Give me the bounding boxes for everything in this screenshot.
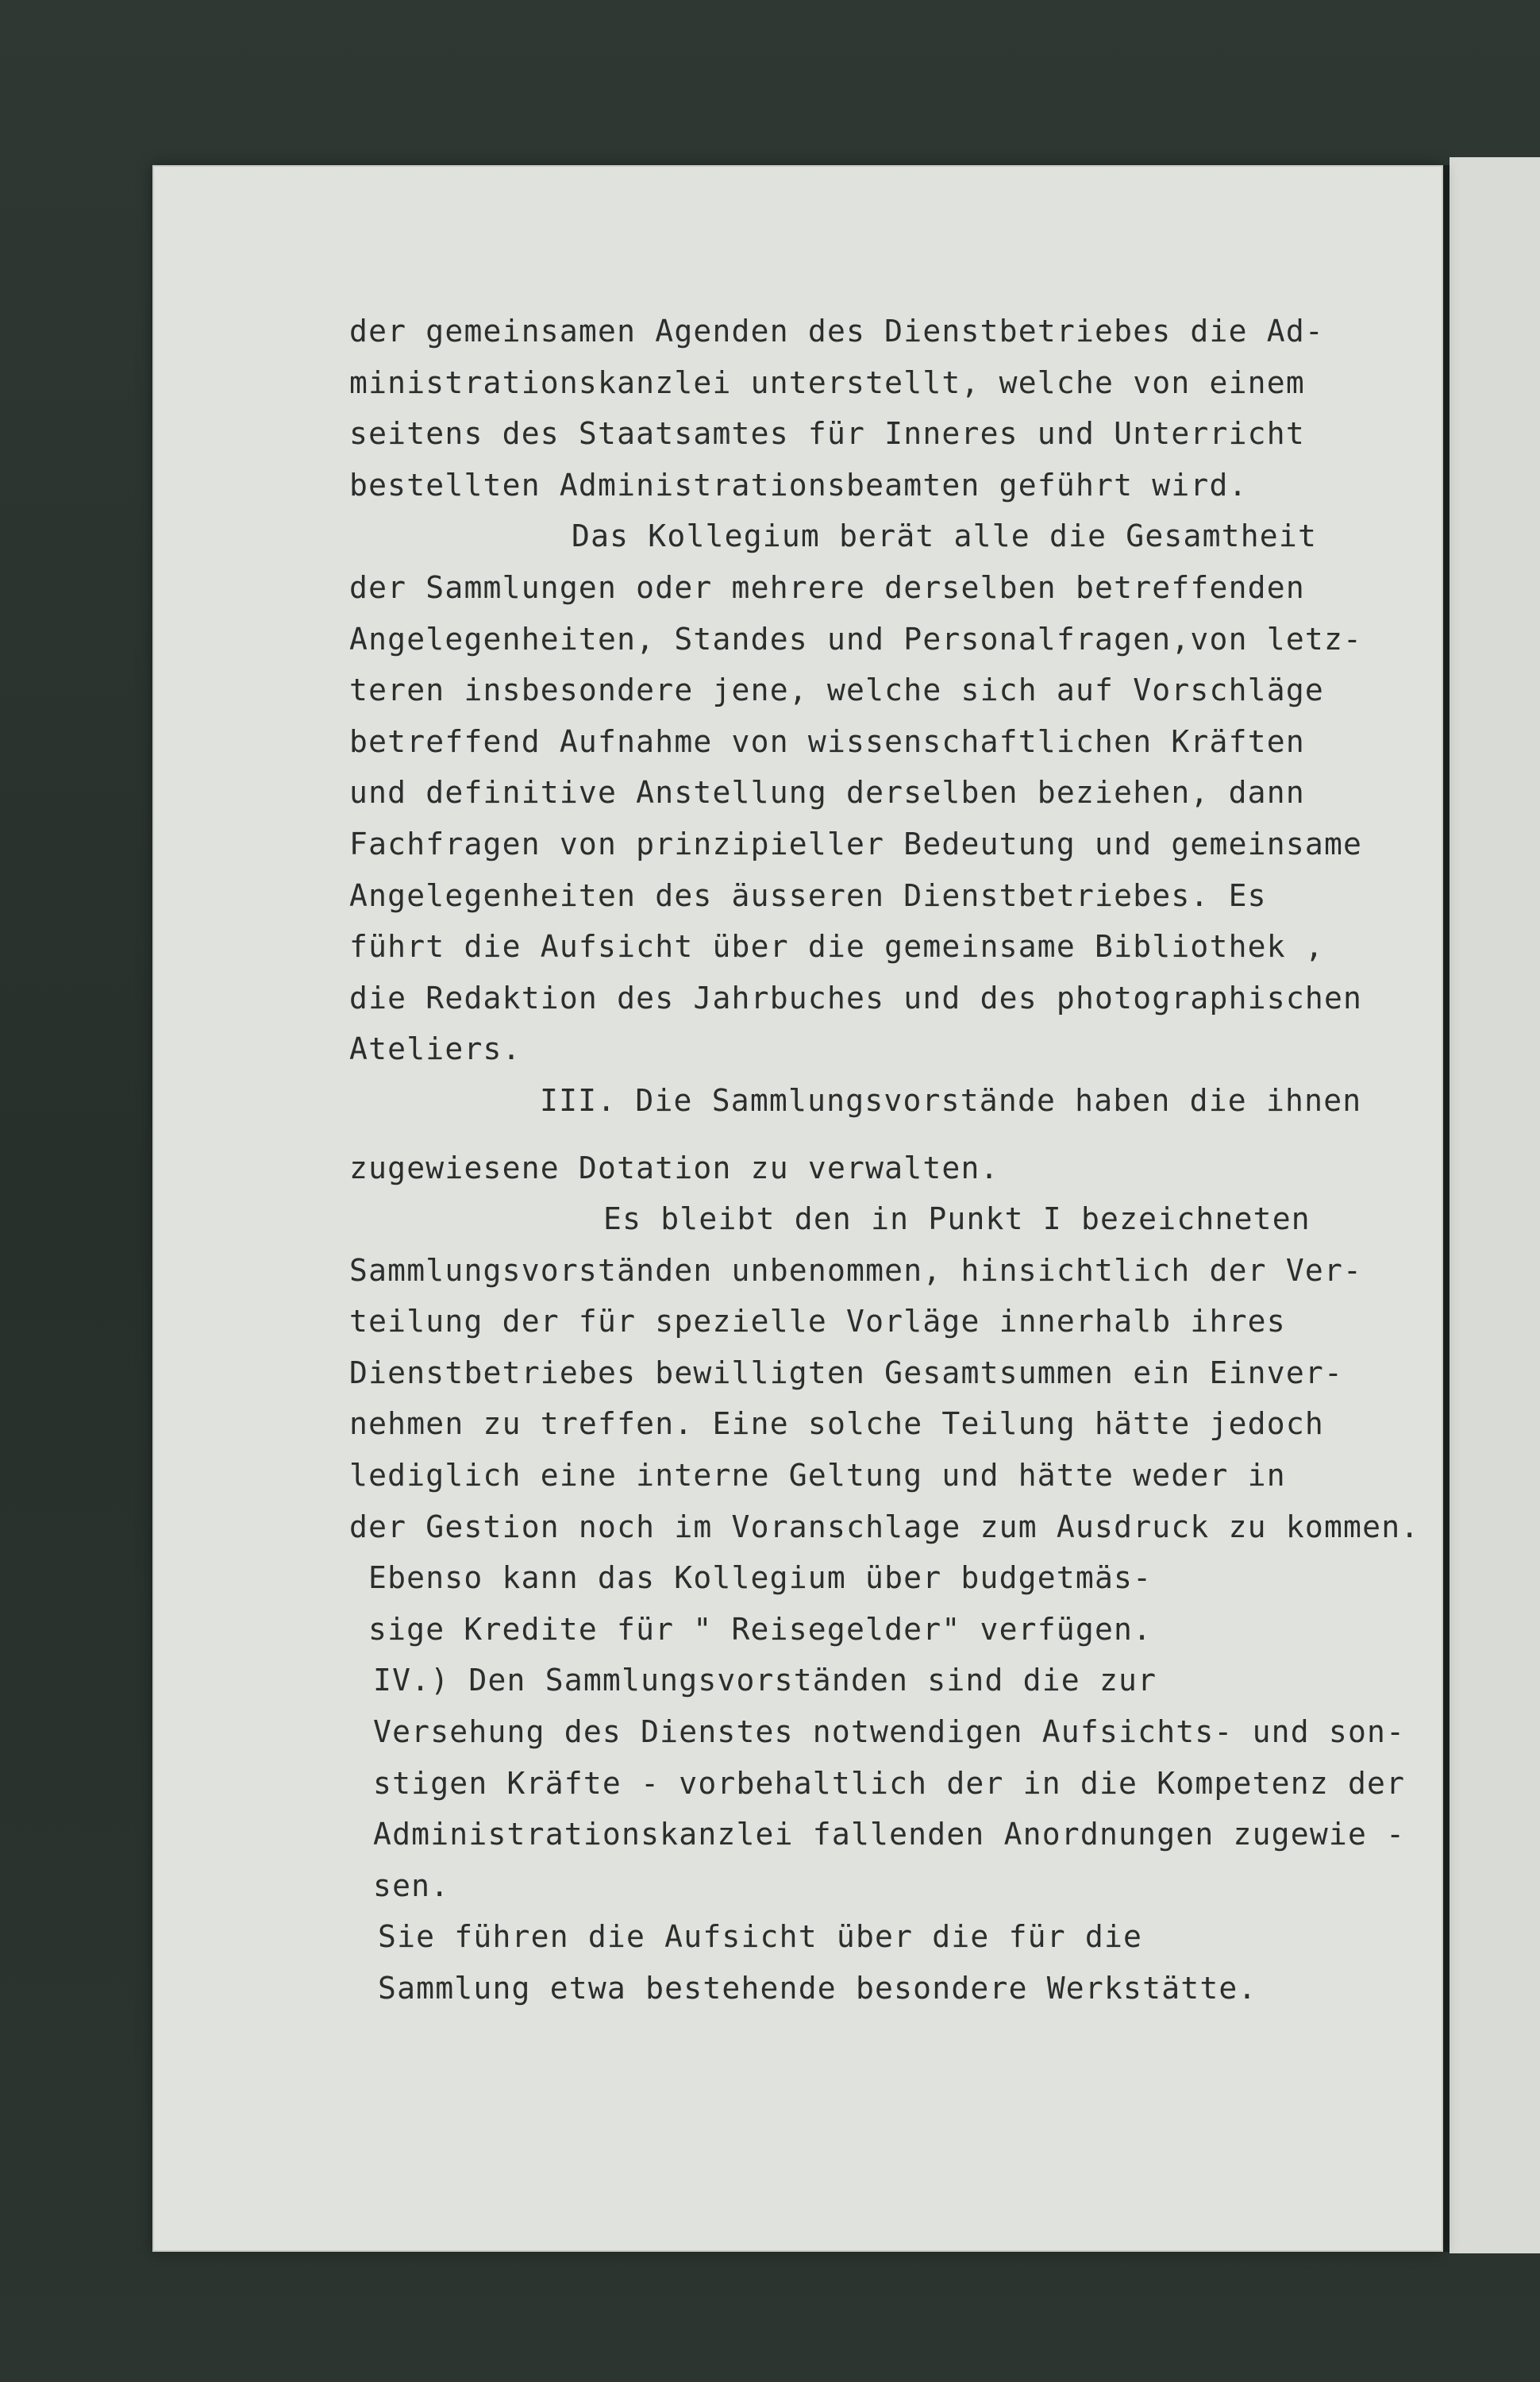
text-line: bestellten Administrationsbeamten geführt wird. — [349, 467, 1248, 503]
text-line: die Redaktion des Jahrbuches und des photographischen — [349, 980, 1363, 1016]
text-line: zugewiesene Dotation zu verwalten. — [349, 1150, 999, 1185]
text-line: III. Die Sammlungsvorstände haben die ihnen — [540, 1082, 1362, 1118]
text-line: seitens des Staatsamtes für Inneres und Unterricht — [349, 416, 1305, 452]
text-line: Es bleibt den in Punkt I bezeichneten — [603, 1201, 1311, 1237]
text-line: sen. — [373, 1867, 450, 1903]
text-line: Ebenso kann das Kollegium über budgetmäs- — [368, 1560, 1153, 1596]
text-line: Das Kollegium berät alle die Gesamtheit — [572, 518, 1318, 554]
text-line: ministrationskanzlei unterstellt, welche von einem — [349, 364, 1305, 400]
typewritten-text — [349, 306, 1437, 2014]
text-line: IV.) Den Sammlungsvorständen sind die zur — [373, 1663, 1157, 1698]
text-line: nehmen zu treffen. Eine solche Teilung hätte jedoch — [349, 1406, 1324, 1442]
page-gutter — [1443, 165, 1450, 2252]
text-line: Versehung des Dienstes notwendigen Aufsichts- und son- — [373, 1714, 1406, 1750]
text-line: Fachfragen von prinzipieller Bedeutung und gemeinsame — [349, 826, 1363, 861]
text-line: teren insbesondere jene, welche sich auf Vorschläge — [349, 673, 1324, 708]
text-line: der gemeinsamen Agenden des Dienstbetriebes die Ad- — [349, 314, 1324, 349]
spacer — [349, 1127, 1437, 1143]
text-line: führt die Aufsicht über die gemeinsame Bibliothek , — [349, 929, 1324, 965]
text-line: Angelegenheiten des äusseren Dienstbetriebes. Es — [349, 877, 1267, 913]
text-line: der Gestion noch im Voranschlage zum Ausdruck zu kommen. — [349, 1509, 1420, 1544]
next-page-edge — [1450, 157, 1540, 2253]
text-line: betreffend Aufnahme von wissenschaftlichen Kräften — [349, 723, 1305, 759]
text-line: lediglich eine interne Geltung und hätte weder in — [349, 1458, 1286, 1494]
text-line: der Sammlungen oder mehrere derselben betreffenden — [349, 569, 1305, 605]
text-line: stigen Kräfte - vorbehaltlich der in die Kompetenz der — [373, 1765, 1406, 1801]
text-line: und definitive Anstellung derselben beziehen, dann — [349, 775, 1305, 811]
text-line: Sammlung etwa bestehende besondere Werkstätte. — [378, 1971, 1257, 2006]
text-line: teilung der für spezielle Vorläge innerhalb ihres — [349, 1304, 1286, 1339]
text-line: sige Kredite für " Reisegelder" verfügen. — [368, 1611, 1153, 1647]
text-line: Ateliers. — [349, 1031, 522, 1067]
text-line: Sie führen die Aufsicht über die für die — [378, 1919, 1143, 1955]
text-line: Sammlungsvorständen unbenommen, hinsichtlich der Ver- — [349, 1252, 1363, 1288]
text-line: Dienstbetriebes bewilligten Gesamtsummen ein Einver- — [349, 1355, 1344, 1390]
text-line: Angelegenheiten, Standes und Personalfragen,von letz- — [349, 621, 1363, 657]
text-line: Administrationskanzlei fallenden Anordnungen zugewie - — [373, 1817, 1406, 1852]
